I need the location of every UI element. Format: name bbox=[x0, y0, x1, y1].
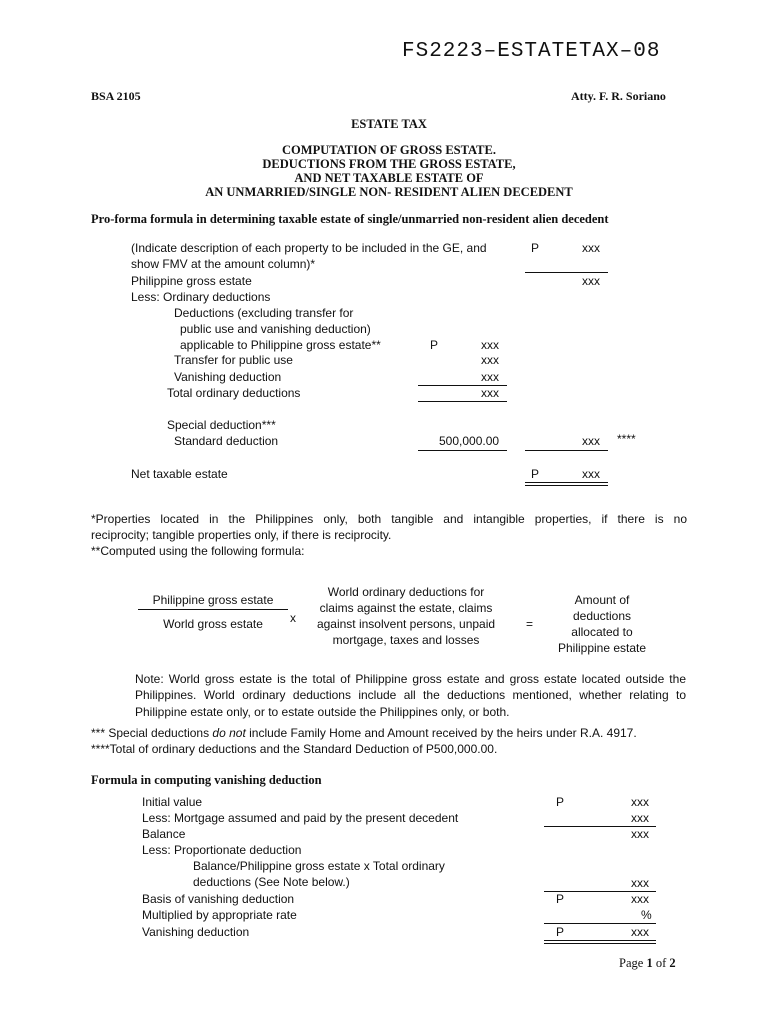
less-mortgage-label: Less: Mortgage assumed and paid by the present decedent bbox=[142, 811, 459, 825]
world-note-line-1: Note: World gross estate is the total of Philippine gross estate and gross estate located outside the bbox=[135, 672, 686, 686]
amount-placeholder: xxx bbox=[481, 338, 499, 352]
amount-placeholder: xxx bbox=[631, 925, 649, 939]
total-ordinary-label: Total ordinary deductions bbox=[167, 386, 301, 400]
transfer-public-use-label: Transfer for public use bbox=[174, 353, 293, 367]
double-total-rule bbox=[525, 482, 608, 486]
proportionate-line-2: deductions (See Note below.) bbox=[193, 875, 350, 889]
formula-numerator: Philippine gross estate bbox=[152, 593, 274, 607]
times-sign: x bbox=[290, 611, 296, 625]
fraction-bar bbox=[138, 609, 288, 610]
initial-value-label: Initial value bbox=[142, 795, 203, 809]
total-rule bbox=[418, 401, 507, 402]
gross-estate-label: Philippine gross estate bbox=[131, 274, 252, 288]
subtotal-rule bbox=[418, 450, 507, 451]
allocated-amount-line-4: Philippine estate bbox=[557, 641, 647, 655]
amount-placeholder: xxx bbox=[631, 892, 649, 906]
note-properties-line-2: reciprocity; tangible properties only, if there is reciprocity. bbox=[91, 528, 392, 542]
subtotal-rule bbox=[525, 272, 608, 273]
peso-sign: P bbox=[556, 892, 565, 906]
peso-sign: P bbox=[531, 467, 540, 481]
world-deductions-line-3: against insolvent persons, unpaid bbox=[316, 617, 496, 631]
peso-sign: P bbox=[430, 338, 439, 352]
amount-placeholder: xxx bbox=[582, 274, 600, 288]
amount-placeholder: xxx bbox=[481, 353, 499, 367]
subtitle-line-4: AN UNMARRIED/SINGLE NON- RESIDENT ALIEN DECEDENT bbox=[205, 185, 573, 199]
percent-sign: % bbox=[641, 908, 652, 922]
subtotal-rule bbox=[544, 923, 656, 924]
proportionate-line-1: Balance/Philippine gross estate x Total ordinary bbox=[193, 859, 445, 873]
standard-deduction-amount: 500,000.00 bbox=[439, 434, 500, 448]
balance-label: Balance bbox=[142, 827, 186, 841]
author-name: Atty. F. R. Soriano bbox=[571, 89, 666, 103]
page-title: ESTATE TAX bbox=[351, 117, 427, 131]
total-deduction-note: ****Total of ordinary deductions and the Standard Deduction of P500,000.00. bbox=[91, 742, 498, 756]
document-code: FS2223–ESTATETAX–08 bbox=[402, 40, 661, 63]
note-properties-line-1: *Properties located in the Philippines only, both tangible and intangible properties, if there is no bbox=[91, 512, 687, 526]
world-deductions-line-2: claims against the estate, claims bbox=[319, 601, 493, 615]
world-note-line-2: Philippines. World ordinary deductions include all the deductions mentioned, whether relating to bbox=[135, 688, 686, 702]
amount-placeholder: xxx bbox=[481, 386, 499, 400]
amount-placeholder: xxx bbox=[582, 241, 600, 255]
double-total-rule bbox=[544, 940, 656, 944]
note-computed-formula: **Computed using the following formula: bbox=[91, 544, 305, 558]
allocated-amount-line-1: Amount of bbox=[574, 593, 630, 607]
less-ordinary-label: Less: Ordinary deductions bbox=[131, 290, 271, 304]
amount-placeholder: xxx bbox=[631, 811, 649, 825]
standard-deduction-label: Standard deduction bbox=[174, 434, 279, 448]
peso-sign: P bbox=[556, 795, 565, 809]
amount-placeholder: xxx bbox=[582, 434, 600, 448]
equals-sign: = bbox=[526, 617, 534, 631]
amount-placeholder: xxx bbox=[631, 827, 649, 841]
deductions-line-1: Deductions (excluding transfer for bbox=[174, 306, 354, 320]
basis-label: Basis of vanishing deduction bbox=[142, 892, 295, 906]
page-number: Page 1 of 2 bbox=[619, 956, 676, 970]
special-deduction-label: Special deduction*** bbox=[167, 418, 276, 432]
deductions-line-2: public use and vanishing deduction) bbox=[180, 322, 371, 336]
vanishing-deduction-label: Vanishing deduction bbox=[174, 370, 282, 384]
subtotal-rule bbox=[525, 450, 608, 451]
special-deductions-note: *** Special deductions do not include Family Home and Amount received by the heirs under R.A. 4917. bbox=[91, 726, 637, 740]
peso-sign: P bbox=[556, 925, 565, 939]
vanishing-deduction-result-label: Vanishing deduction bbox=[142, 925, 250, 939]
deductions-line-3: applicable to Philippine gross estate** bbox=[180, 338, 381, 352]
allocated-amount-line-2: deductions bbox=[572, 609, 632, 623]
subtitle-line-2: DEDUCTIONS FROM THE GROSS ESTATE, bbox=[262, 157, 516, 171]
amount-placeholder: xxx bbox=[631, 876, 649, 890]
world-deductions-line-1: World ordinary deductions for bbox=[327, 585, 485, 599]
subtitle-line-3: AND NET TAXABLE ESTATE OF bbox=[294, 171, 484, 185]
proforma-heading: Pro-forma formula in determining taxable estate of single/unmarried non-resident alien decedent bbox=[91, 212, 609, 226]
peso-sign: P bbox=[531, 241, 540, 255]
course-code: BSA 2105 bbox=[91, 89, 141, 103]
amount-placeholder: xxx bbox=[582, 467, 600, 481]
net-taxable-label: Net taxable estate bbox=[131, 467, 228, 481]
world-note-line-3: Philippine estate only, or to estate outside the Philippines only, or both. bbox=[135, 705, 510, 719]
multiplied-rate-label: Multiplied by appropriate rate bbox=[142, 908, 297, 922]
world-deductions-line-4: mortgage, taxes and losses bbox=[332, 633, 480, 647]
indicate-line-1: (Indicate description of each property to be included in the GE, and bbox=[131, 241, 487, 255]
amount-placeholder: xxx bbox=[631, 795, 649, 809]
formula-denominator: World gross estate bbox=[163, 617, 263, 631]
subtitle-line-1: COMPUTATION OF GROSS ESTATE. bbox=[282, 143, 496, 157]
footnote-marker: **** bbox=[617, 432, 636, 446]
indicate-line-2: show FMV at the amount column)* bbox=[131, 257, 316, 271]
allocated-amount-line-3: allocated to bbox=[571, 625, 633, 639]
amount-placeholder: xxx bbox=[481, 370, 499, 384]
vanishing-heading: Formula in computing vanishing deduction bbox=[91, 773, 322, 787]
less-proportionate-label: Less: Proportionate deduction bbox=[142, 843, 302, 857]
